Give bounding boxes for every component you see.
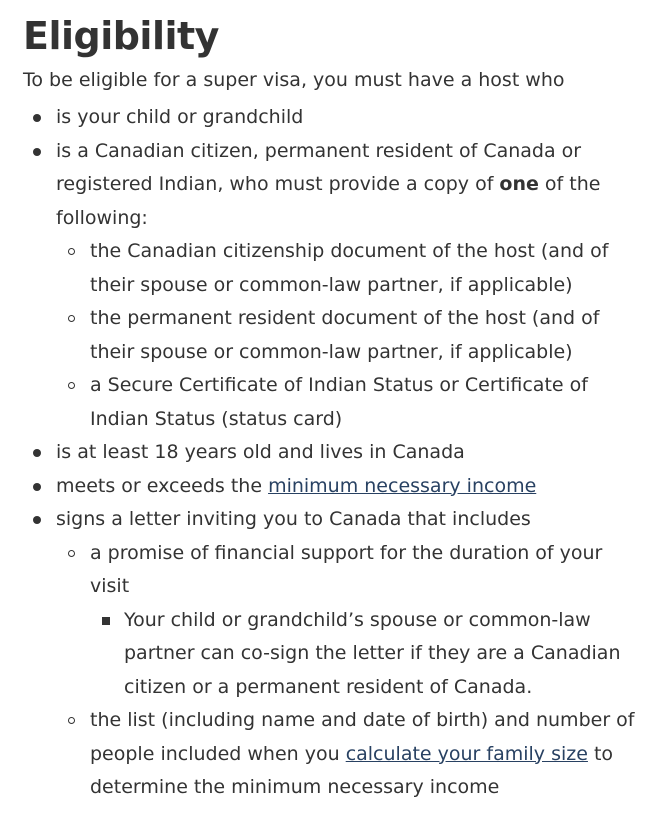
emphasis-one: one — [499, 173, 539, 195]
list-item-age — [23, 436, 638, 470]
sub-item-text: the list (including name and date of birth) and number of people included when you — [90, 709, 635, 765]
sub-item-text: the permanent resident document of the host (and of their spouse or common-law partner, if applicable) — [90, 307, 600, 363]
list-item-text: of the following: — [56, 173, 601, 229]
intro-text: To be eligible for a super visa, you must have a host who — [23, 69, 565, 91]
list-item-text: is your child or grandchild — [56, 106, 304, 128]
list-item-text: is at least 18 years old and lives in Canada — [56, 441, 465, 463]
letter-contents-list — [56, 537, 638, 805]
list-item-text: meets or exceeds the — [56, 474, 269, 497]
host-requirements-list — [23, 101, 638, 805]
sub-item-citizenship-document — [56, 235, 638, 302]
sub-sub-item-text: Your child or grandchild’s spouse or common-law partner can co-sign the letter if they are a Canadian citizen or a permanent resident of Canada. — [124, 608, 621, 698]
list-item-child — [23, 101, 638, 135]
minimum-income-link[interactable]: minimum necessary income — [268, 474, 537, 497]
sub-item-pr-document — [56, 302, 638, 369]
family-size-link[interactable]: calculate your family size — [345, 742, 588, 765]
page-title: Eligibility — [23, 14, 219, 58]
document-options-list — [56, 235, 638, 436]
list-item-text: signs a letter inviting you to Canada that includes — [56, 508, 531, 530]
sub-item-text: a Secure Certificate of Indian Status or Certificate of Indian Status (status card) — [90, 374, 588, 430]
sub-item-text: to determine the minimum necessary income — [90, 742, 614, 798]
sub-item-text: the Canadian citizenship document of the host (and of their spouse or common-law partner, if applicable) — [90, 240, 609, 296]
sub-sub-item-co-sign — [90, 604, 638, 705]
list-item-text: is a Canadian citizen, permanent resident of Canada or registered Indian, who must provide a copy of — [56, 139, 582, 195]
sub-item-status-card — [56, 369, 638, 436]
list-item-letter — [23, 503, 638, 805]
list-item-citizen — [23, 135, 638, 437]
sub-item-text: a promise of financial support for the duration of your visit — [90, 541, 603, 597]
list-item-income — [23, 470, 638, 504]
co-sign-list — [90, 604, 638, 705]
sub-item-family-list — [56, 704, 638, 805]
sub-item-financial-promise — [56, 537, 638, 705]
